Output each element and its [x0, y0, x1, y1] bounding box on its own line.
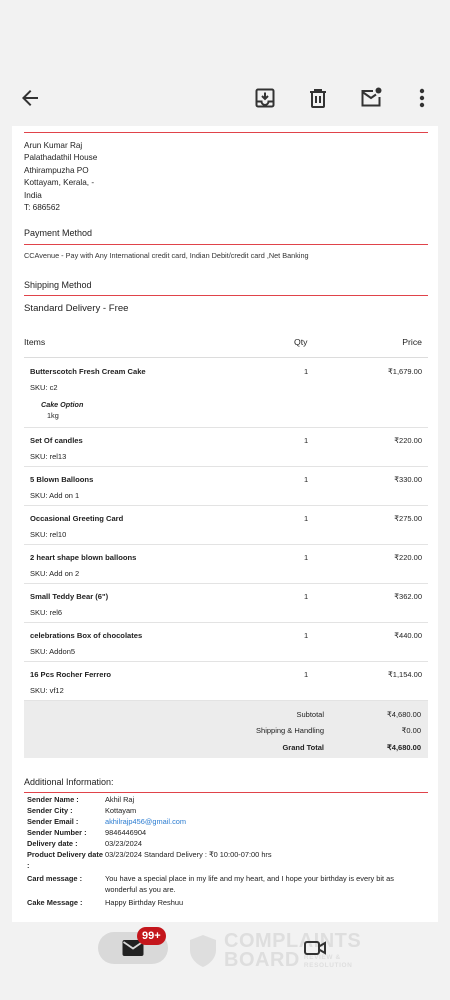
item-name: Set Of candles	[30, 435, 83, 445]
item-option-label: Cake Option	[41, 399, 84, 409]
info-value: You have a special place in my life and my heart, and I hope your birthday is every bit as wonderful as you are.	[105, 874, 394, 895]
info-key: Cake Message :	[27, 898, 83, 908]
bottom-navigation	[0, 922, 450, 1000]
item-name: Small Teddy Bear (6")	[30, 591, 109, 601]
table-row	[24, 427, 428, 466]
divider	[24, 244, 428, 245]
item-sku: SKU: rel13	[30, 451, 67, 461]
item-qty: 1	[294, 466, 364, 505]
price-column-header: Price	[364, 327, 428, 357]
email-body	[12, 126, 438, 922]
items-header-row	[24, 327, 428, 357]
info-key: Delivery date :	[27, 839, 78, 849]
more-options-button[interactable]	[402, 78, 442, 118]
shipping-value: ₹0.00	[401, 726, 421, 736]
item-sku: SKU: rel10	[30, 529, 67, 539]
item-name: 16 Pcs Rocher Ferrero	[30, 669, 112, 679]
unread-badge: 99+	[137, 927, 166, 945]
item-price: ₹362.00	[364, 583, 428, 622]
grand-total-row	[24, 739, 428, 756]
info-key: Sender Number :	[27, 828, 87, 838]
archive-button[interactable]	[245, 78, 285, 118]
info-row	[27, 873, 428, 895]
item-name: 5 Blown Balloons	[30, 474, 94, 484]
item-price: ₹220.00	[364, 427, 428, 466]
mark-unread-icon	[359, 86, 383, 110]
subtotal-value: ₹4,680.00	[387, 709, 421, 719]
item-qty: 1	[294, 357, 364, 427]
divider	[24, 792, 428, 793]
arrow-back-icon	[18, 86, 42, 110]
info-key: Sender Name :	[27, 795, 79, 805]
trash-icon	[306, 86, 330, 110]
item-name: Butterscotch Fresh Cream Cake	[30, 366, 146, 376]
info-key: Card message :	[27, 874, 83, 884]
back-button[interactable]	[10, 78, 50, 118]
email-content[interactable]	[0, 126, 450, 922]
info-row	[27, 805, 428, 816]
item-qty: 1	[294, 622, 364, 661]
address-line: Athirampuzha PO	[24, 165, 89, 175]
info-key: Sender Email :	[27, 817, 79, 827]
watermark-line2: BOARD	[224, 949, 300, 971]
watermark-tagline: REVIEW & RESOLUTION	[303, 954, 353, 969]
item-qty: 1	[294, 544, 364, 583]
item-sku: SKU: vf12	[30, 685, 64, 695]
info-key: Sender City :	[27, 806, 73, 816]
table-row	[24, 357, 428, 427]
shipping-method-title: Shipping Method	[24, 280, 92, 291]
meet-tab[interactable]	[302, 936, 330, 960]
info-value: 03/23/2024	[105, 839, 142, 849]
additional-info-title: Additional Information:	[24, 777, 114, 788]
item-qty: 1	[294, 505, 364, 544]
shipping-method-text: Standard Delivery - Free	[24, 303, 129, 315]
item-price: ₹275.00	[364, 505, 428, 544]
shipping-label: Shipping & Handling	[256, 726, 324, 736]
shield-icon	[188, 934, 218, 968]
item-qty: 1	[294, 661, 364, 700]
info-value: 03/23/2024 Standard Delivery : ₹0 10:00-07:00 hrs	[105, 850, 272, 860]
videocam-icon	[302, 936, 328, 960]
item-name: celebrations Box of chocolates	[30, 630, 143, 640]
item-sku: SKU: Addon5	[30, 646, 76, 656]
item-price: ₹440.00	[364, 622, 428, 661]
item-sku: SKU: rel6	[30, 607, 63, 617]
address-line: Kottayam, Kerala, -	[24, 178, 95, 188]
item-price: ₹1,679.00	[364, 357, 428, 427]
sender-email-link[interactable]: akhilrajp456@gmail.com	[105, 817, 187, 827]
subtotal-row	[24, 706, 428, 723]
email-toolbar	[0, 70, 450, 126]
item-option-value: 1kg	[47, 410, 59, 420]
info-row	[27, 794, 428, 805]
info-value: 9846446904	[105, 828, 147, 838]
shipping-row	[24, 722, 428, 739]
info-row	[27, 827, 428, 838]
delete-button[interactable]	[298, 78, 338, 118]
items-column-header: Items	[24, 327, 294, 357]
order-totals	[24, 701, 428, 759]
item-qty: 1	[294, 427, 364, 466]
item-price: ₹330.00	[364, 466, 428, 505]
payment-method-title: Payment Method	[24, 228, 93, 239]
address-line: India	[24, 190, 42, 200]
table-row	[24, 544, 428, 583]
shipping-address	[24, 133, 428, 214]
address-line: T: 686562	[24, 203, 60, 213]
info-key: Product Delivery date :	[27, 850, 103, 871]
qty-column-header: Qty	[294, 327, 364, 357]
complaints-board-watermark	[188, 932, 364, 970]
item-sku: SKU: Add on 2	[30, 568, 80, 578]
mark-unread-button[interactable]	[351, 78, 391, 118]
grand-total-label: Grand Total	[282, 742, 324, 752]
item-name: Occasional Greeting Card	[30, 513, 124, 523]
info-row	[27, 838, 428, 849]
address-line: Palathadathil House	[24, 153, 98, 163]
address-line: Arun Kumar Raj	[24, 141, 83, 150]
info-value: Happy Birthday Reshuu	[105, 898, 184, 908]
archive-icon	[253, 86, 277, 110]
payment-method-text: CCAvenue - Pay with Any International credit card, Indian Debit/credit card ,Net Banking	[24, 251, 309, 261]
item-sku: SKU: c2	[30, 382, 58, 392]
watermark-line1: COMPLAINTS	[224, 930, 362, 952]
grand-total-value: ₹4,680.00	[387, 742, 421, 752]
status-bar	[0, 0, 450, 70]
table-row	[24, 622, 428, 661]
table-row	[24, 661, 428, 700]
info-row	[27, 897, 428, 908]
info-value: Akhil Raj	[105, 795, 135, 805]
item-qty: 1	[294, 583, 364, 622]
item-price: ₹220.00	[364, 544, 428, 583]
table-row	[24, 505, 428, 544]
divider	[24, 295, 428, 296]
item-name: 2 heart shape blown balloons	[30, 552, 137, 562]
more-vert-icon	[410, 86, 434, 110]
order-items-table	[24, 327, 428, 701]
info-value: Kottayam	[105, 806, 137, 816]
table-row	[24, 583, 428, 622]
info-row	[27, 816, 428, 827]
info-row	[27, 849, 428, 871]
item-price: ₹1,154.00	[364, 661, 428, 700]
additional-info-table	[24, 794, 428, 908]
item-sku: SKU: Add on 1	[30, 490, 80, 500]
table-row	[24, 466, 428, 505]
subtotal-label: Subtotal	[296, 709, 324, 719]
